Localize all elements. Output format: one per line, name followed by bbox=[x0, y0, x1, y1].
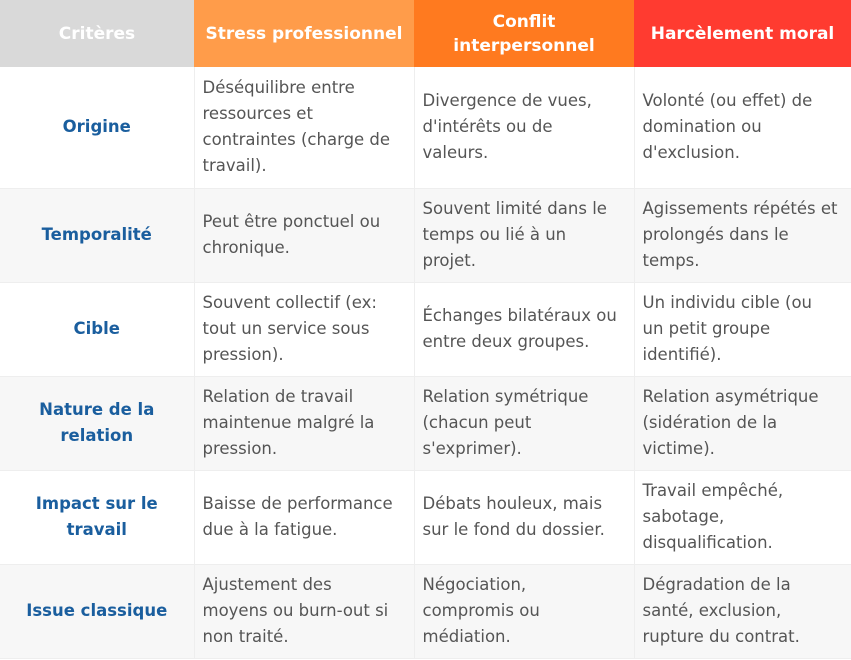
cell-text-line: Divergence de vues, bbox=[422, 91, 592, 111]
cell-text-line: Dégradation de la bbox=[642, 575, 791, 594]
cell-text-line: entre deux groupes. bbox=[422, 332, 590, 351]
cell-text-line: Temporalité bbox=[41, 225, 152, 244]
table-row bbox=[0, 470, 851, 564]
cell-text-line: d'exclusion. bbox=[642, 143, 740, 163]
conflict-cell bbox=[414, 67, 634, 188]
conflict-cell bbox=[414, 282, 634, 376]
harassment-cell bbox=[634, 188, 851, 282]
table-row bbox=[0, 67, 851, 188]
cell-text-line: Relation symétrique bbox=[422, 387, 589, 406]
header-conflict-line: Conflit bbox=[492, 11, 556, 32]
cell-text-line: santé, exclusion, bbox=[642, 601, 782, 620]
cell-text-line: Ajustement des bbox=[202, 575, 332, 594]
cell-text-line: travail). bbox=[202, 156, 267, 176]
stress-cell bbox=[194, 67, 414, 188]
conflict-cell bbox=[414, 564, 634, 658]
cell-text-line: temps. bbox=[642, 251, 700, 270]
cell-text-line: Issue classique bbox=[26, 601, 168, 620]
cell-text-line: Peut être ponctuel ou bbox=[202, 212, 381, 231]
cell-text-line: identifié). bbox=[642, 345, 722, 364]
criterion-cell bbox=[0, 376, 194, 470]
cell-text-line: Origine bbox=[62, 117, 131, 137]
cell-text-line: projet. bbox=[422, 251, 476, 270]
cell-text-line: Souvent limité dans le bbox=[422, 199, 607, 218]
cell-text-line: temps ou lié à un bbox=[422, 225, 567, 244]
cell-text-line: Relation de travail bbox=[202, 387, 354, 406]
table-body bbox=[0, 67, 851, 658]
cell-text-line: disqualification. bbox=[642, 533, 773, 552]
header-harassment: Harcèlement moral bbox=[634, 0, 851, 67]
cell-text-line: Débats houleux, mais bbox=[422, 494, 603, 513]
cell-text-line: Nature de la bbox=[39, 400, 155, 419]
cell-text-line: Baisse de performance bbox=[202, 494, 393, 513]
conflict-cell bbox=[414, 188, 634, 282]
cell-text-line: maintenue malgré la bbox=[202, 413, 375, 432]
cell-text-line: Impact sur le bbox=[35, 494, 158, 513]
cell-text-line: relation bbox=[60, 426, 134, 445]
stress-cell bbox=[194, 470, 414, 564]
cell-text-line: Souvent collectif (ex: bbox=[202, 293, 377, 312]
cell-text-line: Un individu cible (ou bbox=[642, 293, 813, 312]
criterion-cell bbox=[0, 67, 194, 188]
cell-text-line: (chacun peut bbox=[422, 413, 532, 432]
criterion-cell bbox=[0, 282, 194, 376]
stress-cell bbox=[194, 376, 414, 470]
criterion-cell bbox=[0, 564, 194, 658]
conflict-cell bbox=[414, 376, 634, 470]
cell-text-line: domination ou bbox=[642, 117, 762, 137]
table-row bbox=[0, 376, 851, 470]
cell-text-line: Négociation, bbox=[422, 575, 527, 594]
table-row bbox=[0, 564, 851, 658]
cell-text-line: ressources et bbox=[202, 104, 313, 124]
cell-text-line: compromis ou bbox=[422, 601, 540, 620]
cell-text-line: Relation asymétrique bbox=[642, 387, 819, 406]
stress-cell bbox=[194, 188, 414, 282]
harassment-cell bbox=[634, 282, 851, 376]
table-header-row bbox=[0, 0, 851, 67]
cell-text-line: victime). bbox=[642, 439, 715, 458]
cell-text-line: rupture du contrat. bbox=[642, 627, 800, 646]
cell-text-line: pression). bbox=[202, 345, 284, 364]
criterion-cell bbox=[0, 188, 194, 282]
cell-text-line: contraintes (charge de bbox=[202, 130, 391, 150]
cell-text-line: Volonté (ou effet) de bbox=[642, 91, 813, 111]
table-row bbox=[0, 188, 851, 282]
cell-text-line: Échanges bilatéraux ou bbox=[422, 306, 617, 325]
cell-text-line: un petit groupe bbox=[642, 319, 771, 338]
cell-text-line: Travail empêché, bbox=[642, 481, 784, 500]
cell-text-line: non traité. bbox=[202, 627, 289, 646]
header-conflict-line: interpersonnel bbox=[453, 35, 595, 56]
cell-text-line: pression. bbox=[202, 439, 278, 458]
stress-cell bbox=[194, 564, 414, 658]
cell-text-line: médiation. bbox=[422, 627, 511, 646]
harassment-cell bbox=[634, 376, 851, 470]
cell-text-line: sabotage, bbox=[642, 507, 725, 526]
cell-text-line: sur le fond du dossier. bbox=[422, 520, 605, 539]
criterion-cell bbox=[0, 470, 194, 564]
cell-text-line: (sidération de la bbox=[642, 413, 778, 432]
cell-text-line: d'intérêts ou de bbox=[422, 117, 553, 137]
harassment-cell bbox=[634, 564, 851, 658]
header-conflict bbox=[414, 0, 634, 67]
cell-text-line: Cible bbox=[73, 319, 120, 338]
conflict-cell bbox=[414, 470, 634, 564]
cell-text-line: valeurs. bbox=[422, 143, 489, 163]
table-row bbox=[0, 282, 851, 376]
cell-text-line: chronique. bbox=[202, 238, 290, 257]
cell-text-line: Agissements répétés et bbox=[642, 199, 838, 218]
cell-text-line: travail bbox=[66, 520, 127, 539]
harassment-cell bbox=[634, 67, 851, 188]
cell-text-line: prolongés dans le bbox=[642, 225, 789, 244]
cell-text-line: s'exprimer). bbox=[422, 439, 522, 458]
stress-cell bbox=[194, 282, 414, 376]
header-stress: Stress professionnel bbox=[194, 0, 414, 67]
cell-text-line: tout un service sous bbox=[202, 319, 370, 338]
cell-text-line: Déséquilibre entre bbox=[202, 78, 355, 98]
cell-text-line: due à la fatigue. bbox=[202, 520, 338, 539]
cell-text-line: moyens ou burn-out si bbox=[202, 601, 389, 620]
header-criteria: Critères bbox=[0, 0, 194, 67]
harassment-cell bbox=[634, 470, 851, 564]
